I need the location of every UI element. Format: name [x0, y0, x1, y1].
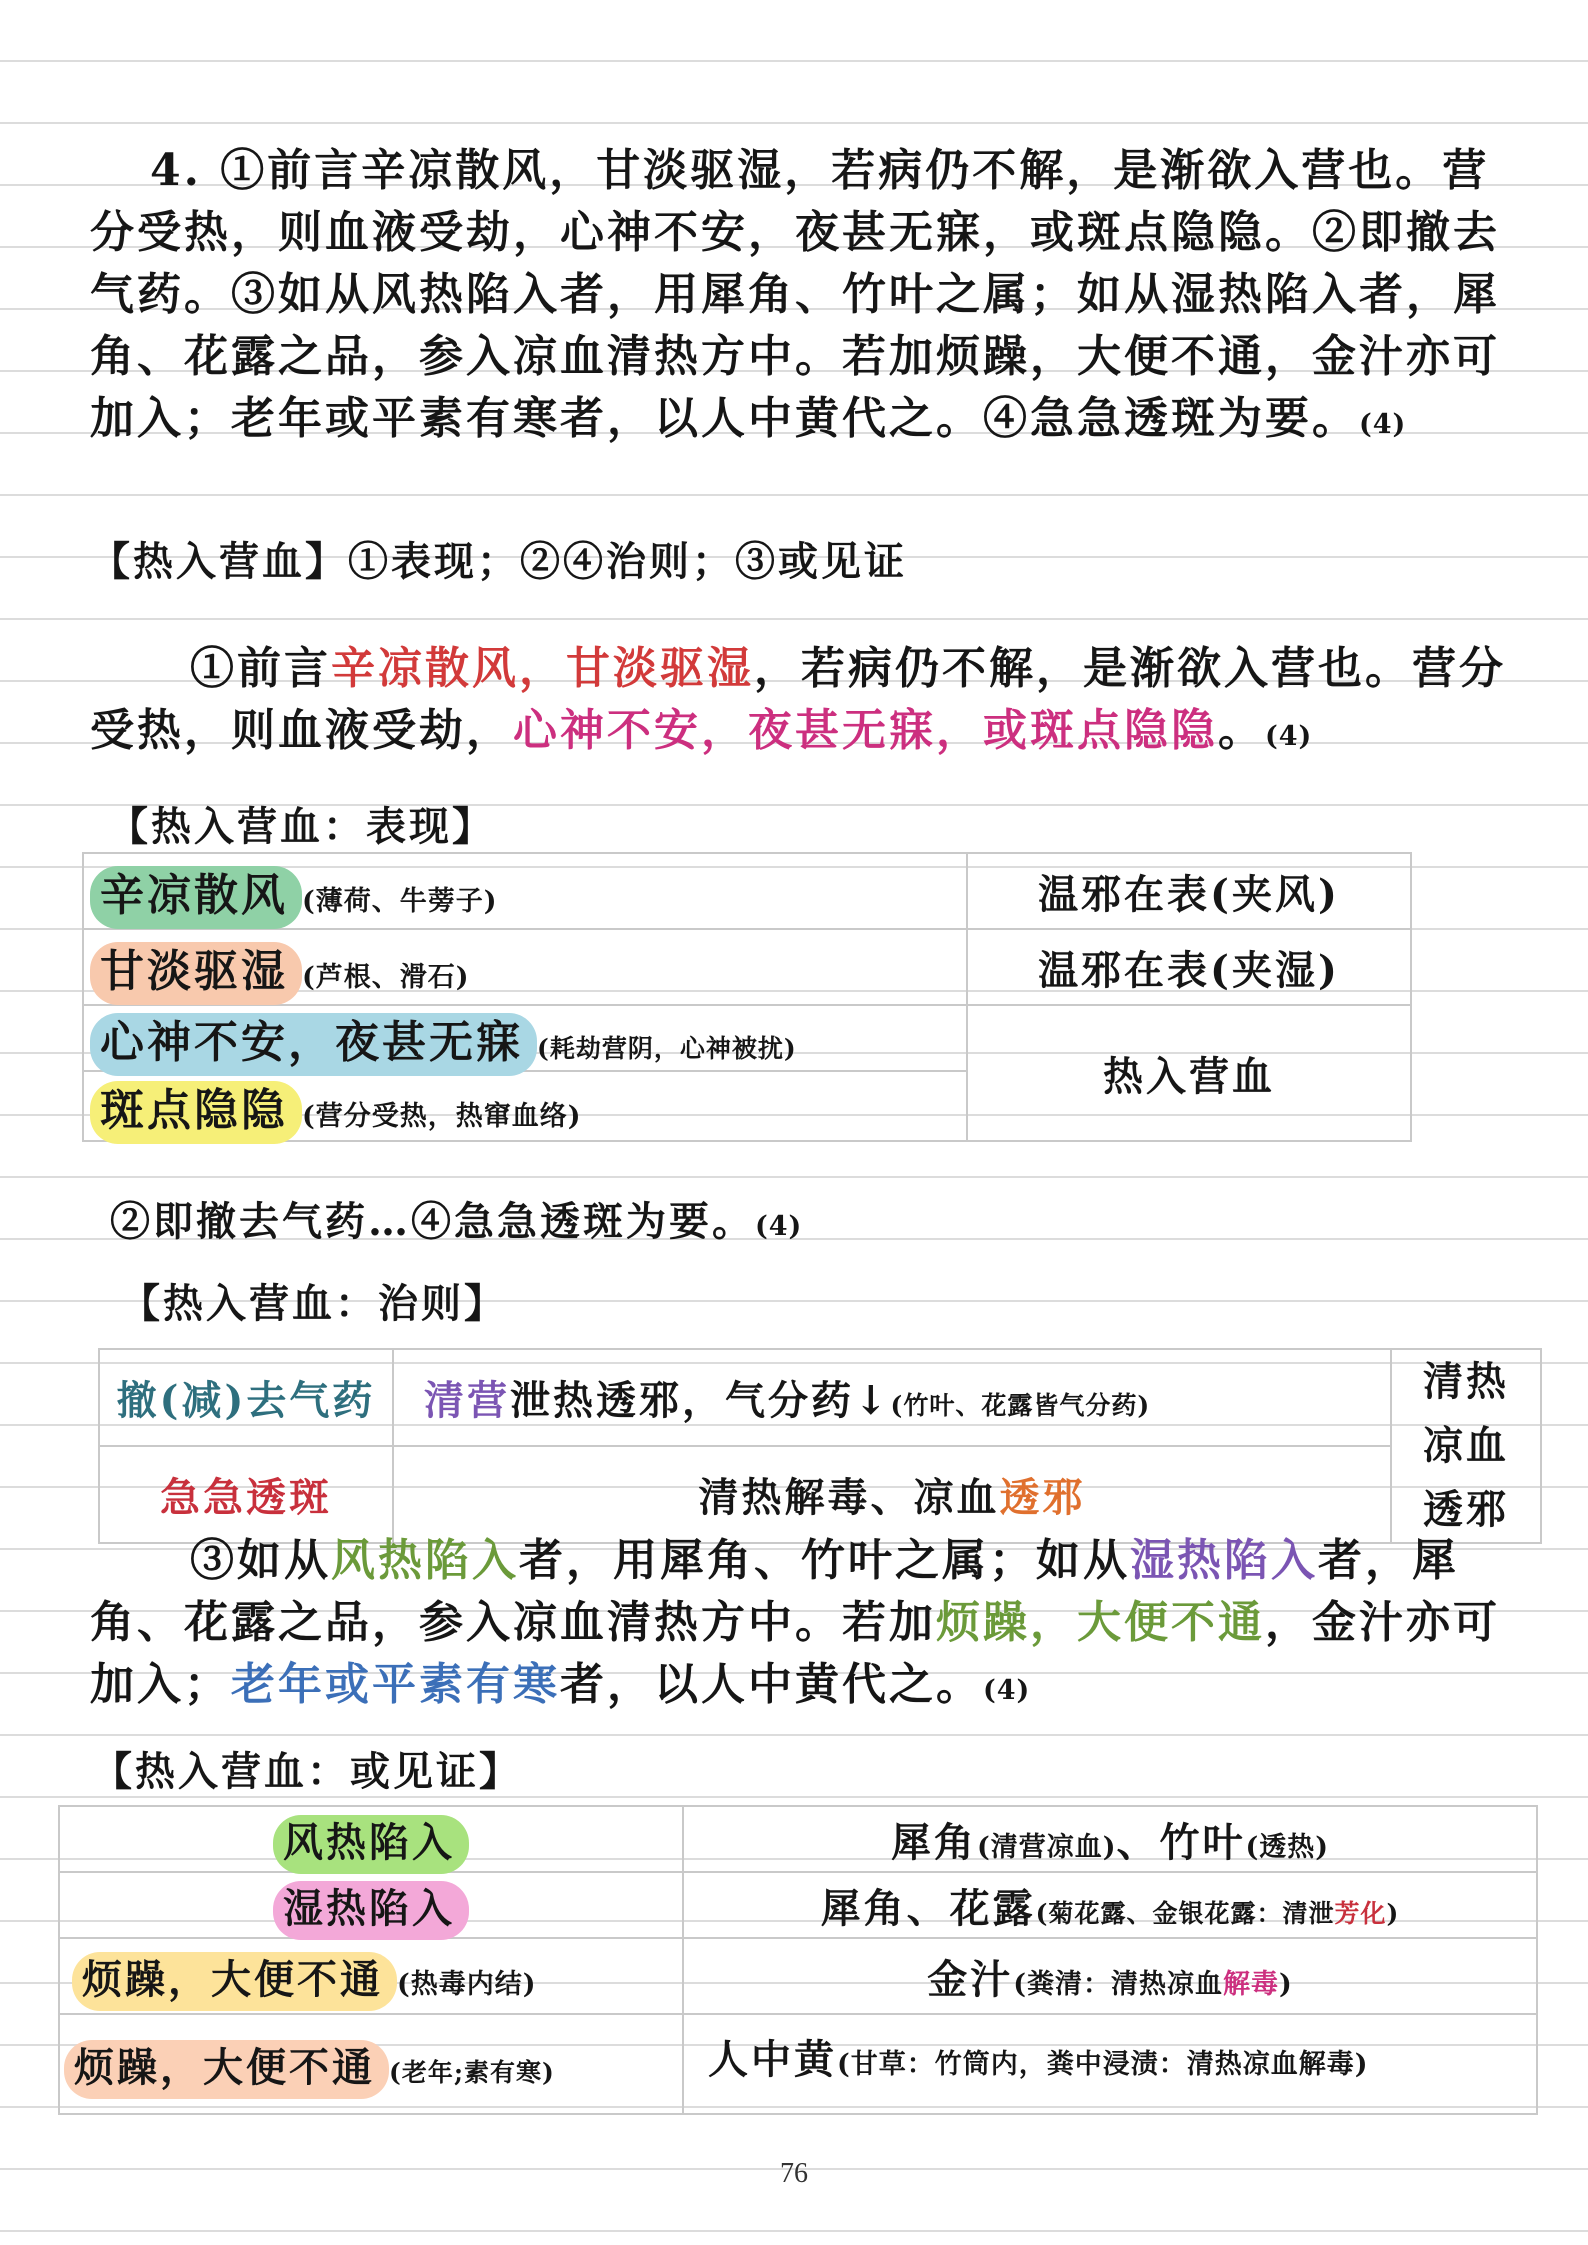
table2-r2c2-highlight: 透邪 — [999, 1474, 1086, 1521]
table2-title: 【热入营血：治则】 — [120, 1280, 507, 1327]
table1-title: 【热入营血：表现】 — [108, 803, 495, 850]
table-row — [99, 1446, 1541, 1543]
table3-right-note: (粪清：清热凉血 — [1013, 1968, 1223, 2000]
table3-right-cell — [683, 2014, 1537, 2114]
table1-key: 斑点隐隐 — [90, 1081, 302, 1144]
table-row — [59, 1872, 1537, 1938]
table2-r1c2-note: (竹叶、花露皆气分药) — [890, 1391, 1151, 1420]
part1-t1: ①前言 — [190, 643, 331, 694]
table3 — [58, 1805, 1538, 2115]
table3-right-note: (菊花露、金银花露：清泄 — [1035, 1898, 1335, 1928]
table-row — [83, 929, 1411, 1005]
table3-right-note: (清营凉血) — [976, 1831, 1117, 1863]
table2-r1c2-highlight: 清营 — [424, 1377, 510, 1424]
table-row — [59, 2014, 1537, 2114]
table1-cell — [83, 853, 967, 929]
table2-r2c1: 急急透斑 — [99, 1446, 393, 1543]
page-number: 76 — [780, 2158, 808, 2189]
table3-right-cell — [683, 1938, 1537, 2014]
table3-left-cell — [59, 1872, 683, 1938]
table1-right-cell: 温邪在表(夹风) — [967, 853, 1411, 929]
part3-highlight-green2: 烦躁，大便不通 — [936, 1597, 1265, 1648]
table-row — [83, 853, 1411, 929]
table1-note: (芦根、滑石) — [302, 962, 470, 993]
table3-right-end: ) — [1386, 1898, 1400, 1928]
part1-t3: ，若病仍不解，是渐欲入营也。营分受热，则血液受劫， — [90, 643, 1506, 756]
table3-right-main: 犀角、花露 — [820, 1884, 1036, 1932]
table3-left-cell — [59, 1806, 683, 1872]
table1-cell — [83, 929, 967, 1005]
part3-highlight-purple: 湿热陷入 — [1130, 1535, 1318, 1586]
table3-left-key: 烦躁，大便不通 — [64, 2040, 389, 2099]
table3-right-highlight: 解毒 — [1223, 1968, 1279, 2000]
table3-left-key: 风热陷入 — [273, 1815, 469, 1874]
table3-right-main: 人中黄 — [708, 2036, 837, 2083]
section-4-ref: (4) — [1359, 409, 1407, 440]
part3-highlight-green: 风热陷入 — [331, 1535, 519, 1586]
table3-left-cell — [59, 2014, 683, 2114]
part1-ref: (4) — [1265, 721, 1313, 752]
part2-line — [110, 1190, 802, 1247]
table1-key: 辛凉散风 — [90, 866, 302, 929]
part3-t3: 者，用犀角、竹叶之属；如从 — [519, 1535, 1130, 1586]
summary-line: 【热入营血】①表现；②④治则；③或见证 — [90, 538, 907, 585]
table1-cell — [83, 1005, 967, 1071]
table2-r2c2-text: 清热解毒、凉血 — [698, 1474, 1000, 1521]
part1-paragraph — [90, 638, 1510, 768]
part2-text: ②即撤去气药…④急急透斑为要。 — [110, 1198, 755, 1245]
table3-left-note: (热毒内结) — [397, 1968, 537, 2000]
table3-left-key: 湿热陷入 — [273, 1881, 469, 1940]
table2-r1c2 — [393, 1349, 1391, 1446]
part3-highlight-blue: 老年或平素有寒 — [231, 1659, 560, 1710]
table2 — [98, 1348, 1542, 1544]
section-4-text: 4. ①前言辛凉散风，甘淡驱湿，若病仍不解，是渐欲入营也。营分受热，则血液受劫，心神不安，夜甚无寐，或斑点隐隐。②即撤去气药。③如从风热陷入者，用犀角、竹叶之属；如从湿热陷入者，犀角、花露之品，参入凉血清热方中。若加烦躁，大便不通，金汁亦可加入；老年或平素有寒者，以人中黄代之。④急急透斑为要。 — [90, 145, 1500, 444]
part3-t5: 者，犀角、花露之品，参入凉血清热方中。若加 — [90, 1535, 1459, 1648]
table3-left-key: 烦躁，大便不通 — [72, 1952, 397, 2011]
table2-r1c2-text: 泄热透邪，气分药↓ — [510, 1377, 891, 1424]
table3-left-cell — [59, 1938, 683, 2014]
table3-right-cell — [683, 1806, 1537, 1872]
part3-ref: (4) — [983, 1675, 1031, 1706]
table-row — [59, 1938, 1537, 2014]
table3-right-highlight: 芳化 — [1334, 1898, 1387, 1928]
table2-r2c2 — [393, 1446, 1391, 1543]
part3-t1: ③如从 — [190, 1535, 331, 1586]
table1-key: 心神不安，夜甚无寐 — [90, 1013, 537, 1076]
table-row — [83, 1005, 1411, 1071]
table2-r1c1: 撤(减)去气药 — [99, 1349, 393, 1446]
table3-right-sep: 、 — [1116, 1818, 1160, 1866]
table-row — [99, 1349, 1541, 1446]
table3-right-cell — [683, 1872, 1537, 1938]
part1-highlight-magenta: 心神不安，夜甚无寐，或斑点隐隐 — [513, 705, 1218, 756]
table1-right-cell: 温邪在表(夹湿) — [967, 929, 1411, 1005]
table3-right-note2: (透热) — [1245, 1831, 1330, 1863]
table1-cell — [83, 1071, 967, 1141]
table3-right-end: ) — [1279, 1968, 1293, 2000]
table3-right-main: 金汁 — [927, 1955, 1014, 2003]
part3-t7: ，金汁亦可加入； — [90, 1597, 1500, 1710]
table1-note: (薄荷、牛蒡子) — [302, 886, 498, 917]
table3-right-note: (甘草：竹筒内，粪中浸渍：清热凉血解毒) — [837, 2049, 1369, 2080]
table3-title: 【热入营血：或见证】 — [92, 1748, 522, 1795]
part2-ref: (4) — [755, 1211, 803, 1242]
table2-c3: 清热凉血透邪 — [1391, 1349, 1541, 1543]
table3-right-main: 犀角 — [890, 1818, 977, 1866]
table1-right-cell: 热入营血 — [967, 1005, 1411, 1141]
part3-paragraph — [90, 1530, 1510, 1722]
part3-t9: 者，以人中黄代之。 — [560, 1659, 983, 1710]
table1-note: (营分受热，热窜血络) — [302, 1101, 582, 1132]
table1-note: (耗劫营阴，心神被扰) — [537, 1034, 797, 1063]
table1-key: 甘淡驱湿 — [90, 942, 302, 1005]
table-row — [59, 1806, 1537, 1872]
table3-right-main2: 竹叶 — [1159, 1818, 1246, 1866]
table1 — [82, 852, 1412, 1142]
part1-highlight-red: 辛凉散风，甘淡驱湿 — [331, 643, 754, 694]
table3-left-note: (老年;素有寒) — [389, 2057, 555, 2087]
section-4-paragraph — [90, 140, 1510, 456]
part1-t5: 。 — [1218, 705, 1265, 756]
